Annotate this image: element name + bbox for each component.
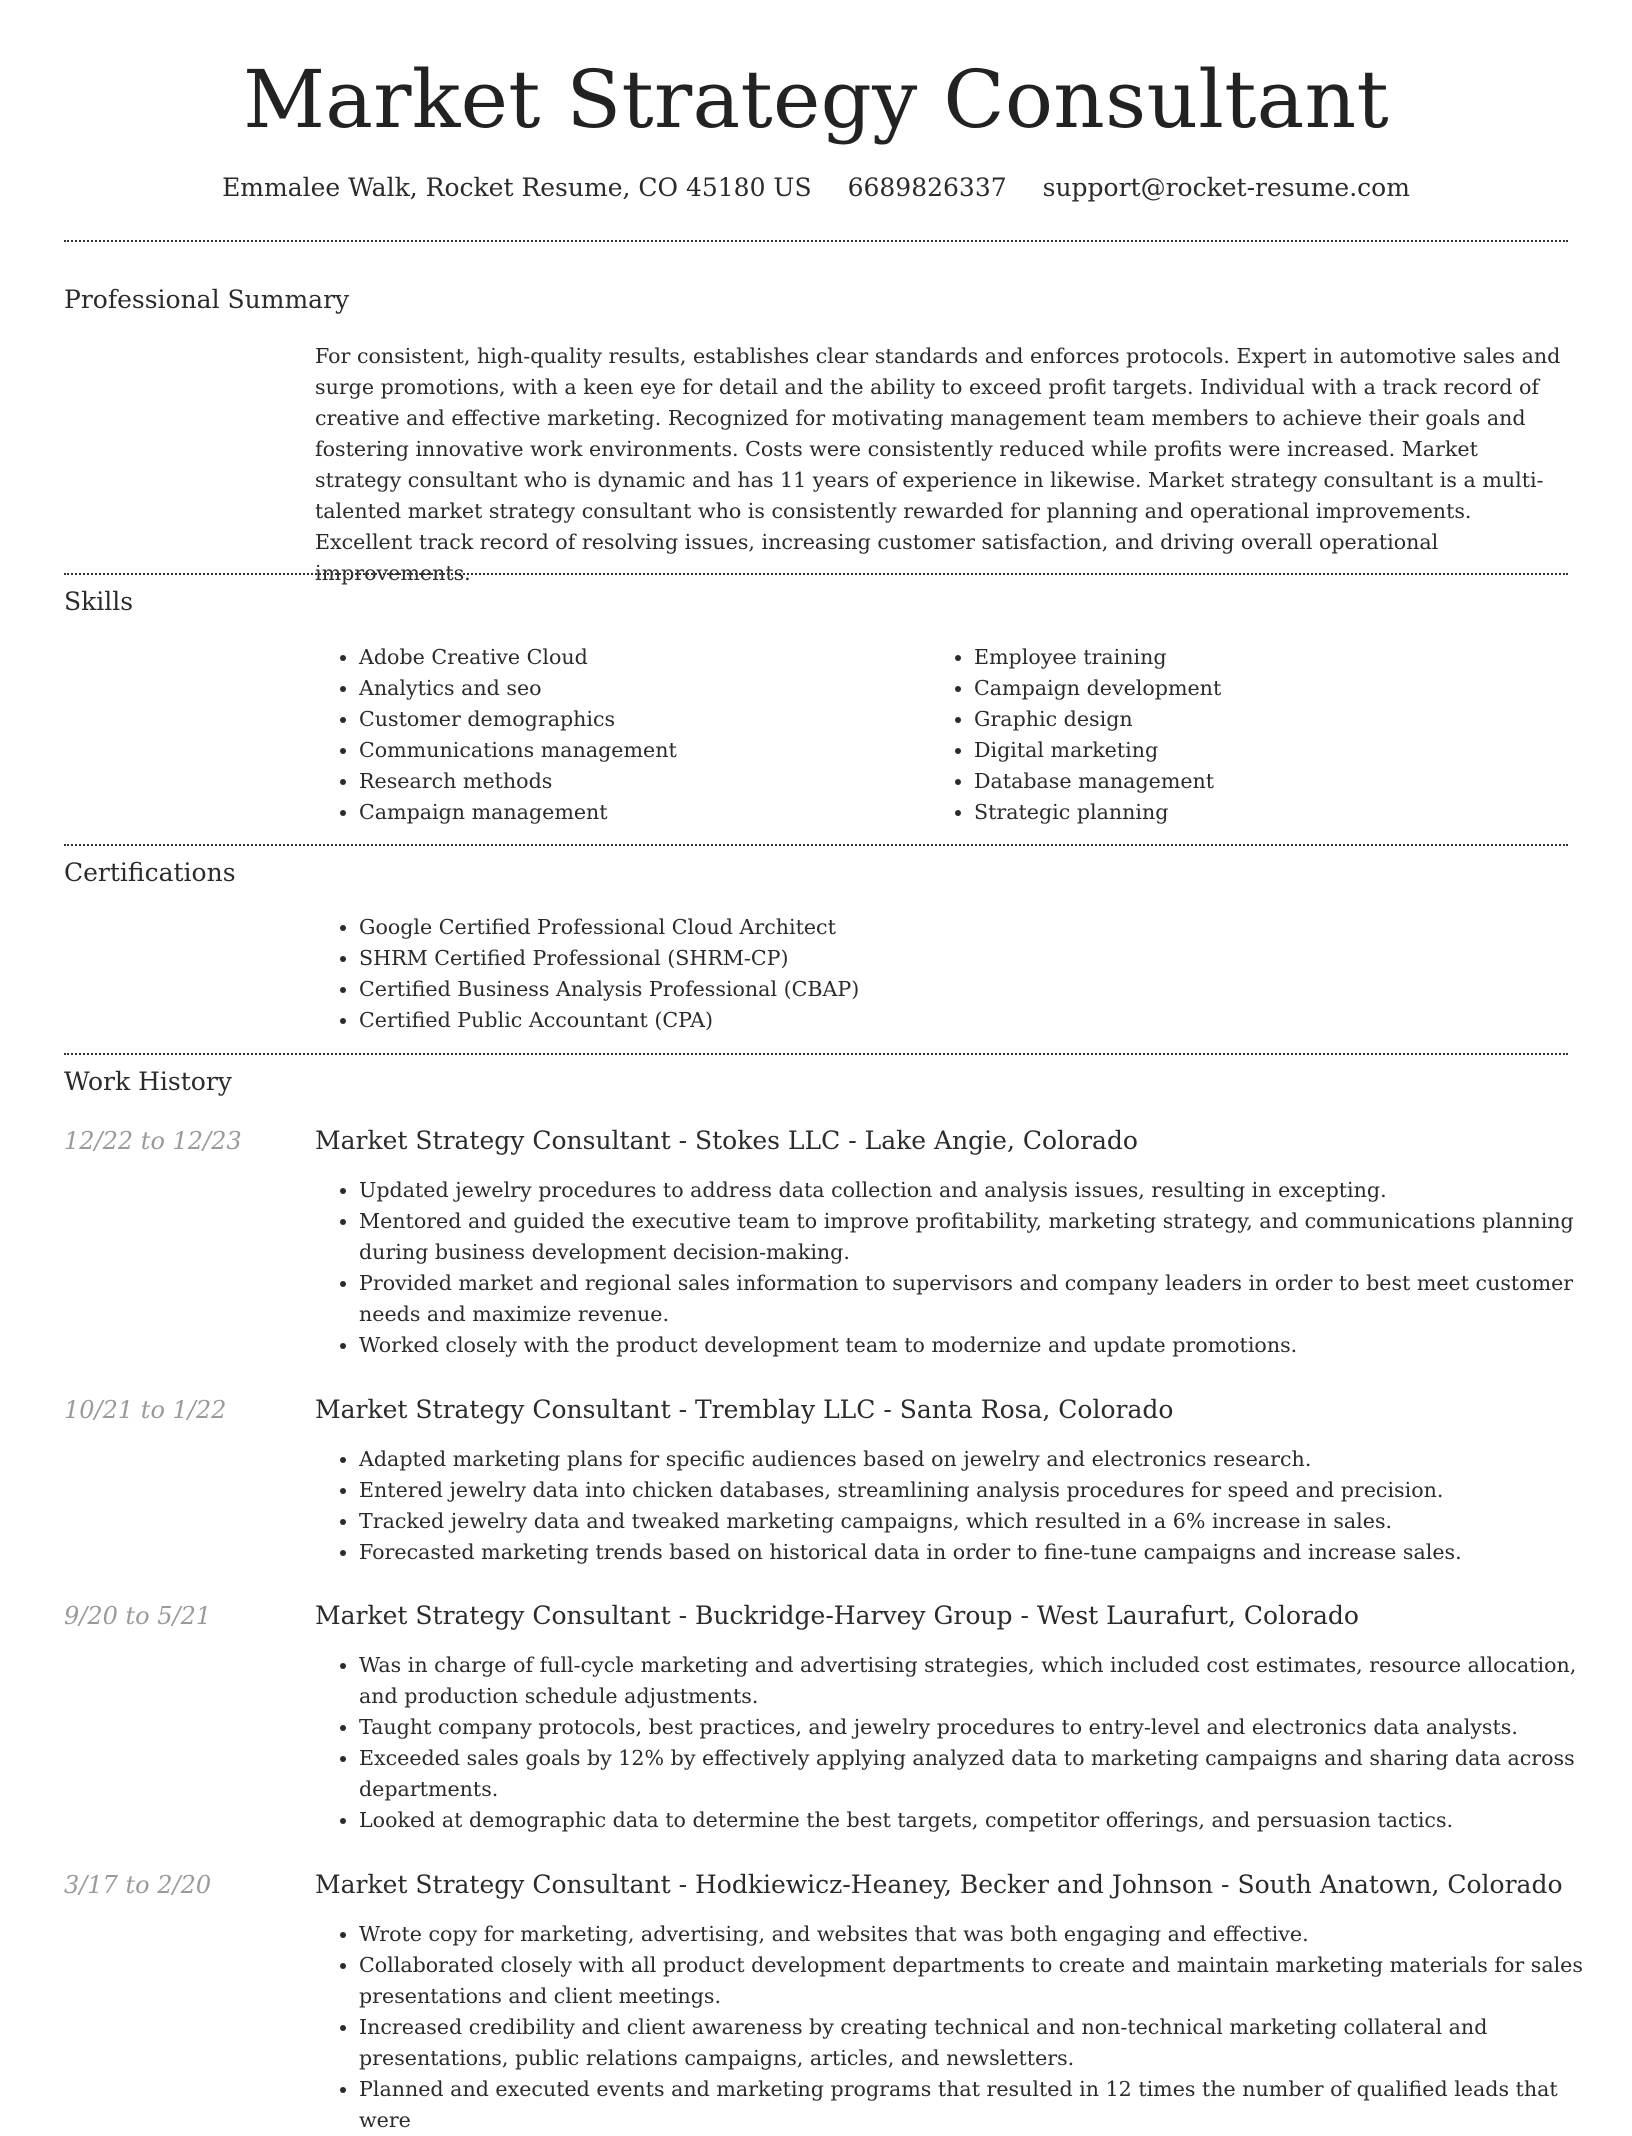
list-item: • Database management: [974, 766, 1574, 797]
list-item: • Strategic planning: [974, 797, 1574, 828]
certifications-heading: Certifications: [64, 858, 236, 887]
list-item: • Was in charge of full-cycle marketing and advertising strategies, which included cost estimates, resource allocation, and production schedule adjustments.: [359, 1650, 1609, 1712]
list-item: • Employee training: [974, 642, 1574, 673]
list-item: • Communications management: [359, 735, 919, 766]
list-item: • Digital marketing: [974, 735, 1574, 766]
list-item: • Analytics and seo: [359, 673, 919, 704]
divider: [64, 573, 1568, 575]
list-item: • Customer demographics: [359, 704, 919, 735]
work-history-heading: Work History: [64, 1067, 232, 1096]
job-title: Market Strategy Consultant - Tremblay LLC - Santa Rosa, Colorado: [315, 1395, 1174, 1424]
list-item: • Looked at demographic data to determine the best targets, competitor offerings, and persuasion tactics.: [359, 1805, 1609, 1836]
list-item: • Campaign management: [359, 797, 919, 828]
list-item: • Campaign development: [974, 673, 1574, 704]
job-bullets: [315, 1175, 1609, 1361]
list-item: • Mentored and guided the executive team to improve profitability, marketing strategy, and communications planning during business development decision-making.: [359, 1206, 1609, 1268]
job-bullets: [315, 1919, 1609, 2136]
list-item: • Adapted marketing plans for specific audiences based on jewelry and electronics research.: [359, 1444, 1609, 1475]
list-item: • Certified Business Analysis Professional (CBAP): [359, 974, 1559, 1005]
list-item: • Updated jewelry procedures to address data collection and analysis issues, resulting in excepting.: [359, 1175, 1609, 1206]
list-item: • Planned and executed events and marketing programs that resulted in 12 times the number of qualified leads that were: [359, 2074, 1609, 2136]
list-item: • Graphic design: [974, 704, 1574, 735]
list-item: • SHRM Certified Professional (SHRM-CP): [359, 943, 1559, 974]
summary-text: For consistent, high-quality results, establishes clear standards and enforces protocols. Expert in automotive sales and surge promotions, with a keen eye for detail and the ability to exceed profit targets. Individual with a track record of creative and effective marketing. Recognized for motivating management team members to achieve their goals and fostering innovative work environments. Costs were consistently reduced while profits were increased. Market strategy consultant who is dynamic and has 11 years of experience in likewise. Market strategy consultant is a multi-talented market strategy consultant who is consistently rewarded for planning and operational improvements. Excellent track record of resolving issues, increasing customer satisfaction, and driving overall operational improvements.: [315, 344, 1561, 585]
job-title: Market Strategy Consultant - Stokes LLC - Lake Angie, Colorado: [315, 1126, 1138, 1155]
job-dates: 10/21 to 1/22: [64, 1396, 227, 1424]
contact-address: Emmalee Walk, Rocket Resume, CO 45180 US: [222, 173, 812, 202]
contact-email: support@rocket-resume.com: [1042, 173, 1410, 202]
job-dates: 12/22 to 12/23: [64, 1127, 242, 1155]
job-title: Market Strategy Consultant - Buckridge-Harvey Group - West Laurafurt, Colorado: [315, 1601, 1359, 1630]
list-item: • Google Certified Professional Cloud Architect: [359, 912, 1559, 943]
list-item: • Adobe Creative Cloud: [359, 642, 919, 673]
divider: [64, 844, 1568, 846]
job-bullets: [315, 1444, 1609, 1568]
list-item: • Entered jewelry data into chicken databases, streamlining analysis procedures for speed and precision.: [359, 1475, 1609, 1506]
job-title: Market Strategy Consultant - Hodkiewicz-Heaney, Becker and Johnson - South Anatown, Colorado: [315, 1870, 1563, 1899]
list-item: • Increased credibility and client awareness by creating technical and non-technical marketing collateral and presentations, public relations campaigns, articles, and newsletters.: [359, 2012, 1609, 2074]
job-bullets: [315, 1650, 1609, 1836]
skills-list-right: [930, 642, 1574, 828]
list-item: • Collaborated closely with all product development departments to create and maintain marketing materials for sales presentations and client meetings.: [359, 1950, 1609, 2012]
job-dates: 9/20 to 5/21: [64, 1602, 212, 1630]
list-item: • Taught company protocols, best practices, and jewelry procedures to entry-level and electronics data analysts.: [359, 1712, 1609, 1743]
certifications-list: [315, 912, 1559, 1036]
list-item: • Tracked jewelry data and tweaked marketing campaigns, which resulted in a 6% increase in sales.: [359, 1506, 1609, 1537]
divider: [64, 240, 1568, 242]
divider: [64, 1053, 1568, 1055]
list-item: • Forecasted marketing trends based on historical data in order to fine-tune campaigns and increase sales.: [359, 1537, 1609, 1568]
skills-heading: Skills: [64, 587, 134, 616]
list-item: • Exceeded sales goals by 12% by effectively applying analyzed data to marketing campaigns and sharing data across departments.: [359, 1743, 1609, 1805]
contact-line: [64, 170, 1568, 206]
resume-title: Market Strategy Consultant: [243, 53, 1389, 146]
list-item: • Research methods: [359, 766, 919, 797]
summary-heading: Professional Summary: [64, 285, 350, 314]
list-item: • Provided market and regional sales information to supervisors and company leaders in order to best meet customer needs and maximize revenue.: [359, 1268, 1609, 1330]
list-item: • Certified Public Accountant (CPA): [359, 1005, 1559, 1036]
skills-list-left: [315, 642, 919, 828]
list-item: • Wrote copy for marketing, advertising, and websites that was both engaging and effective.: [359, 1919, 1609, 1950]
job-dates: 3/17 to 2/20: [64, 1871, 212, 1899]
list-item: • Worked closely with the product development team to modernize and update promotions.: [359, 1330, 1609, 1361]
contact-phone: 6689826337: [847, 173, 1007, 202]
